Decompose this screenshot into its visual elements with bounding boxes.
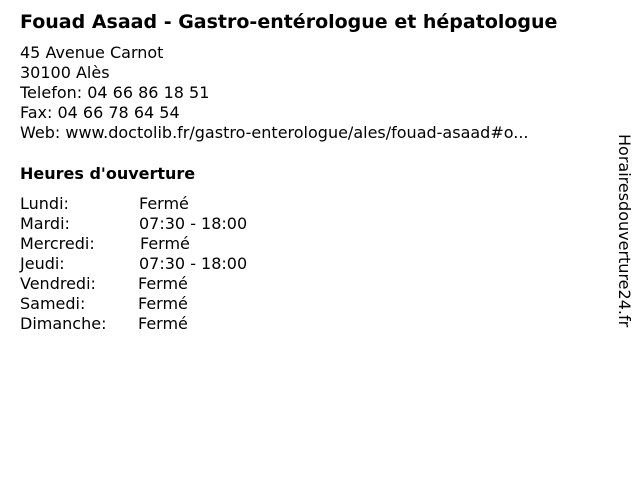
website-link[interactable]: Web: www.doctolib.fr/gastro-enterologue/ales/fouad-asaad#o... bbox=[20, 123, 529, 142]
hours-row-sunday bbox=[20, 314, 320, 334]
hours-table bbox=[20, 194, 320, 334]
day-label: Lundi: bbox=[20, 194, 69, 213]
contact-block bbox=[20, 43, 590, 143]
hours-heading: Heures d'ouverture bbox=[20, 164, 196, 183]
hours-value: Fermé bbox=[138, 314, 188, 333]
day-label: Vendredi: bbox=[20, 274, 96, 293]
site-brand[interactable]: Horairesdouverture24.fr bbox=[615, 134, 634, 328]
city-address: 30100 Alès bbox=[20, 63, 110, 82]
hours-value: Fermé bbox=[138, 294, 188, 313]
page-title: Fouad Asaad - Gastro-entérologue et hépatologue bbox=[20, 11, 558, 33]
street-address: 45 Avenue Carnot bbox=[20, 43, 164, 62]
hours-value: Fermé bbox=[138, 274, 188, 293]
day-label: Samedi: bbox=[20, 294, 86, 313]
hours-value: Fermé bbox=[139, 194, 189, 213]
fax-number: Fax: 04 66 78 64 54 bbox=[20, 103, 180, 122]
hours-row-saturday bbox=[20, 294, 320, 314]
hours-row-thursday bbox=[20, 254, 320, 274]
hours-value: 07:30 - 18:00 bbox=[139, 254, 248, 273]
phone-number[interactable]: Telefon: 04 66 86 18 51 bbox=[20, 83, 210, 102]
hours-row-wednesday bbox=[20, 234, 320, 254]
hours-row-monday bbox=[20, 194, 320, 214]
day-label: Jeudi: bbox=[20, 254, 65, 273]
hours-row-friday bbox=[20, 274, 320, 294]
day-label: Mercredi: bbox=[20, 234, 95, 253]
hours-value: 07:30 - 18:00 bbox=[139, 214, 248, 233]
day-label: Dimanche: bbox=[20, 314, 107, 333]
hours-value: Fermé bbox=[140, 234, 190, 253]
hours-row-tuesday bbox=[20, 214, 320, 234]
day-label: Mardi: bbox=[20, 214, 70, 233]
